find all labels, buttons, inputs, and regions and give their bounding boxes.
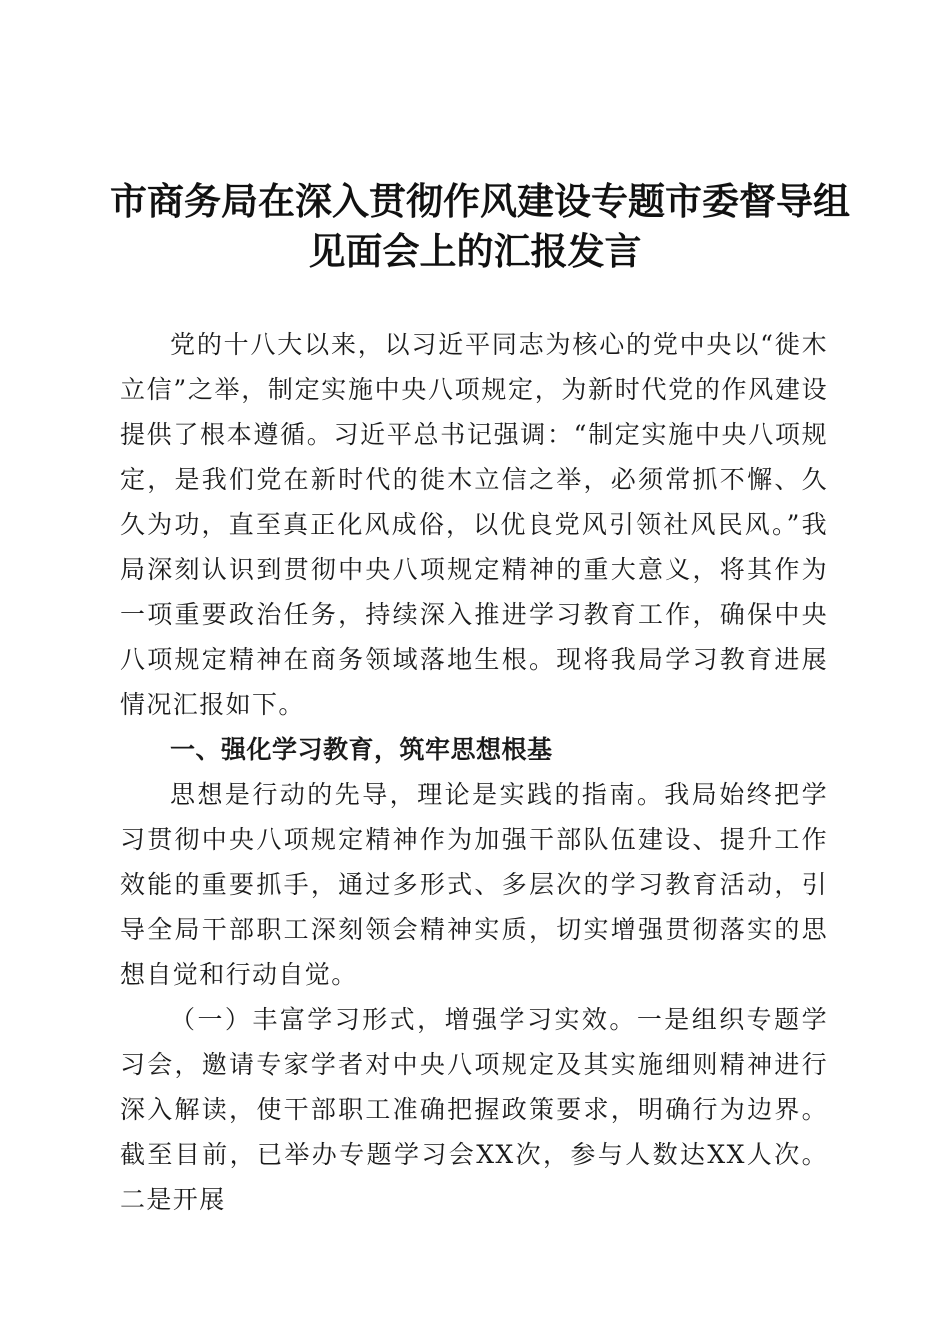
- intro-paragraph: 党的十八大以来，以习近平同志为核心的党中央以“徙木立信”之举，制定实施中央八项规定，为新时代党的作风建设提供了根本遵循。习近平总书记强调：“制定实施中央八项规定，是我们党在新时代的徙木立信之举，必须常抓不懈、久久为功，直至真正化风成俗，以优良党风引领社风民风。”我局深刻认识到贯彻中央八项规定精神的重大意义，将其作为一项重要政治任务，持续深入推进学习教育工作，确保中央八项规定精神在商务领域落地生根。现将我局学习教育进展情况汇报如下。: [120, 330, 828, 719]
- document-body: [120, 322, 828, 1222]
- section-1-paragraph: 思想是行动的先导，理论是实践的指南。我局始终把学习贯彻中央八项规定精神作为加强干部队伍建设、提升工作效能的重要抓手，通过多形式、多层次的学习教育活动，引导全局干部职工深刻领会精神实质，切实增强贯彻落实的思想自觉和行动自觉。: [120, 780, 828, 989]
- title-line-2: 见面会上的汇报发言: [308, 229, 642, 273]
- document-title: [110, 176, 850, 276]
- title-line-1: 市商务局在深入贯彻作风建设专题市委督导组: [110, 179, 850, 223]
- section-heading-1: 一、强化学习教育，筑牢思想根基: [170, 735, 553, 764]
- subsection-1-paragraph: （一）丰富学习形式，增强学习实效。一是组织专题学习会，邀请专家学者对中央八项规定及其实施细则精神进行深入解读，使干部职工准确把握政策要求，明确行为边界。截至目前，已举办专题学习会XX次，参与人数达XX人次。二是开展: [120, 1005, 828, 1214]
